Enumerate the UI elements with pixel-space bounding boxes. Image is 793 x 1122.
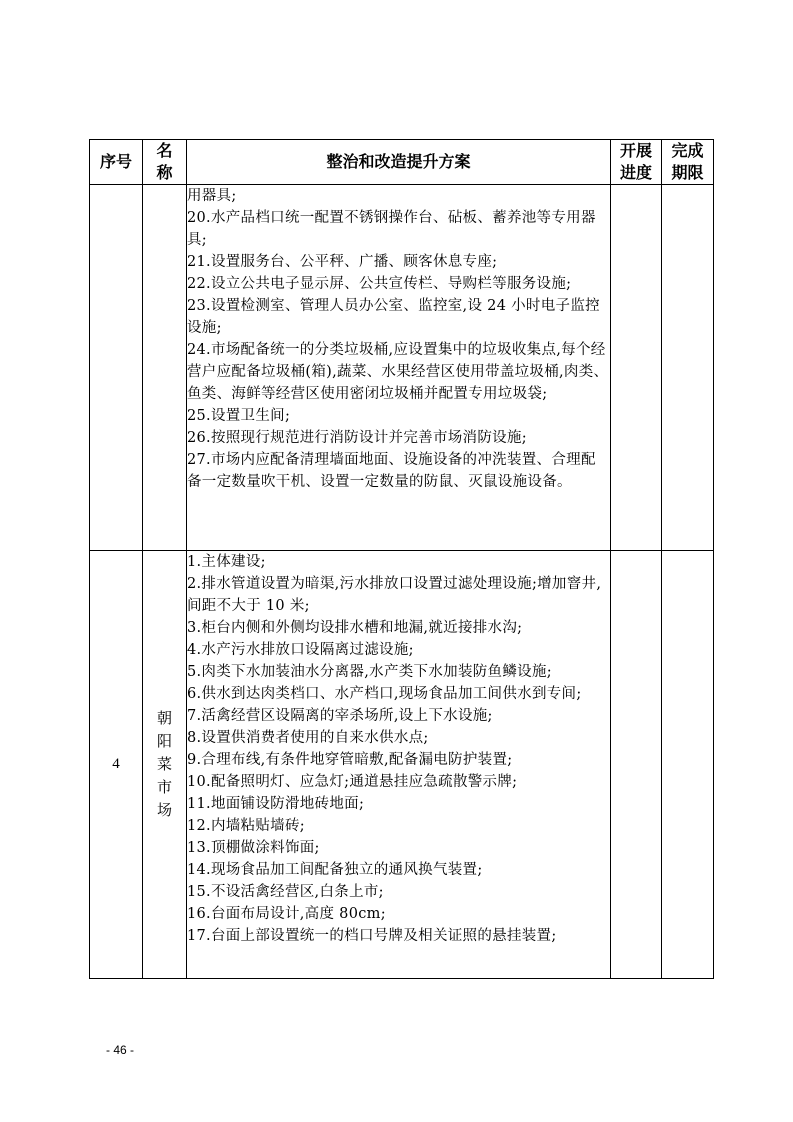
- plan-line: 6.供水到达肉类档口、水产档口,现场食品加工间供水到专间;: [187, 686, 582, 702]
- plan-line: 22.设立公共电子显示屏、公共宣传栏、导购栏等服务设施;: [187, 276, 572, 292]
- header-deadline-text: 完成期限: [671, 141, 704, 182]
- row-name: [143, 185, 187, 551]
- header-progress-text: 开展进度: [620, 141, 653, 182]
- row-plan: [187, 185, 611, 551]
- plan-line: 5.肉类下水加装油水分离器,水产类下水加装防鱼鳞设施;: [187, 664, 552, 680]
- row-progress: [611, 185, 662, 551]
- plan-line: 21.设置服务台、公平秤、广播、顾客休息专座;: [187, 254, 498, 270]
- header-progress: [611, 140, 662, 185]
- plan-line: 27.市场内应配备清理墙面地面、设施设备的冲洗装置、合理配备一定数量吹干机、设置一定数量的防鼠、灭鼠设施设备。: [187, 452, 596, 490]
- table-row: [90, 185, 714, 551]
- plan-line: 17.台面上部设置统一的档口号牌及相关证照的悬挂装置;: [187, 928, 557, 944]
- plan-line: 1.主体建设;: [187, 554, 266, 570]
- plan-line: 14.现场食品加工间配备独立的通风换气装置;: [187, 862, 483, 878]
- plan-line: 25.设置卫生间;: [187, 408, 291, 424]
- plan-line: 23.设置检测室、管理人员办公室、监控室,设 24 小时电子监控设施;: [187, 298, 600, 336]
- plan-line: 3.柜台内侧和外侧均设排水槽和地漏,就近接排水沟;: [187, 620, 523, 636]
- header-row: [90, 140, 714, 185]
- table-row: [90, 551, 714, 979]
- row-name-text: 朝阳菜市场: [157, 709, 173, 819]
- plan-line: 12.内墙粘贴墙砖;: [187, 818, 305, 834]
- row-seq: [90, 185, 143, 551]
- plan-line: 2.排水管道设置为暗渠,污水排放口设置过滤处理设施;增加窨井,间距不大于 10 米;: [187, 576, 602, 614]
- plan-line: 26.按照现行规范进行消防设计并完善市场消防设施;: [187, 430, 527, 446]
- page-number: - 46 -: [106, 1043, 135, 1057]
- row-progress: [611, 551, 662, 979]
- row-seq: 4: [90, 551, 143, 979]
- header-name-text: 名称: [156, 141, 173, 182]
- row-name: [143, 551, 187, 979]
- plan-line: 7.活禽经营区设隔离的宰杀场所,设上下水设施;: [187, 708, 493, 724]
- plan-line: 8.设置供消费者使用的自来水供水点;: [187, 730, 429, 746]
- plan-line: 15.不设活禽经营区,白条上市;: [187, 884, 384, 900]
- header-name: [143, 140, 187, 185]
- plan-line: 20.水产品档口统一配置不锈钢操作台、砧板、蓄养池等专用器具;: [187, 210, 596, 248]
- plan-line: 10.配备照明灯、应急灯;通道悬挂应急疏散警示牌;: [187, 774, 518, 790]
- plan-line: 9.合理布线,有条件地穿管暗敷,配备漏电防护装置;: [187, 752, 513, 768]
- renovation-plan-table: [89, 139, 714, 979]
- plan-line: 11.地面铺设防滑地砖地面;: [187, 796, 365, 812]
- header-seq: 序号: [90, 140, 143, 185]
- plan-line: 用器具;: [187, 188, 237, 204]
- row-plan: [187, 551, 611, 979]
- plan-line: 4.水产污水排放口设隔离过滤设施;: [187, 642, 414, 658]
- header-plan: 整治和改造提升方案: [187, 140, 611, 185]
- plan-line: 24.市场配备统一的分类垃圾桶,应设置集中的垃圾收集点,每个经营户应配备垃圾桶(箱),蔬菜、水果经营区使用带盖垃圾桶,肉类、鱼类、海鲜等经营区使用密闭垃圾桶并配置专用垃圾袋;: [187, 342, 609, 402]
- plan-line: 16.台面布局设计,高度 80cm;: [187, 906, 386, 922]
- plan-line: 13.顶棚做涂料饰面;: [187, 840, 320, 856]
- row-deadline: [662, 551, 714, 979]
- row-deadline: [662, 185, 714, 551]
- header-deadline: [662, 140, 714, 185]
